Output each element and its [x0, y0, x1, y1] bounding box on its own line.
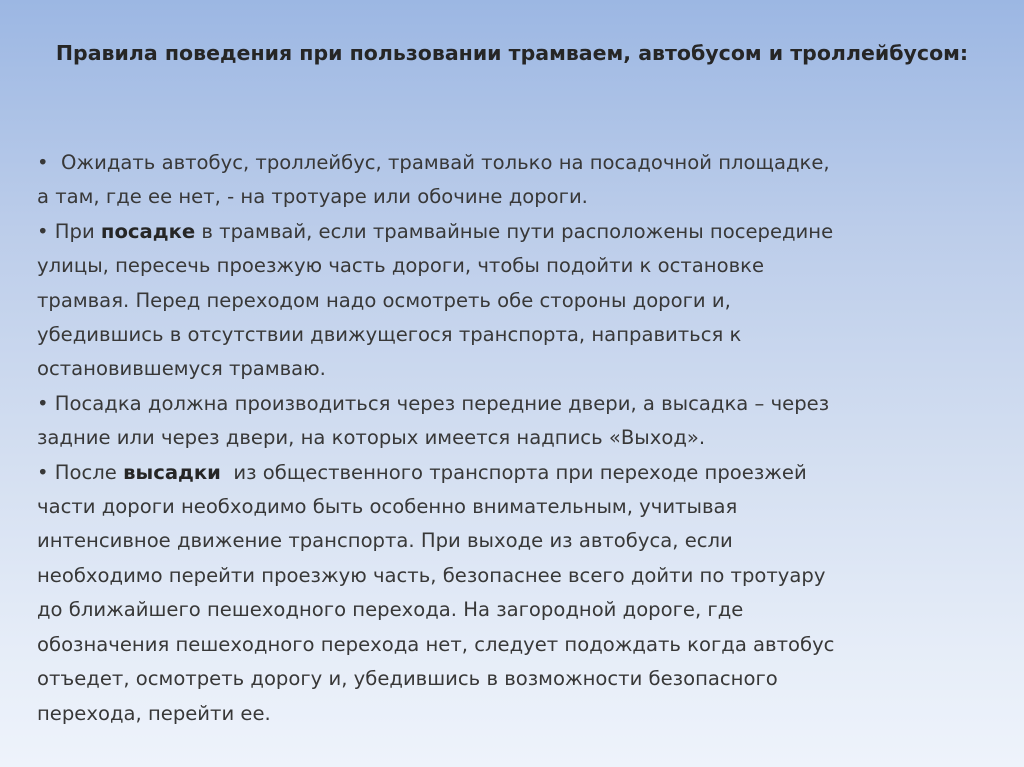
text-run: • При [37, 219, 101, 243]
text-run: а там, где ее нет, - на тротуаре или обочине дороги. [37, 185, 588, 209]
text-run: необходимо перейти проезжую часть, безопаснее всего дойти по тротуару [37, 563, 826, 587]
bullet-paragraph [37, 215, 997, 387]
text-run: части дороги необходимо быть особенно внимательным, учитывая [37, 495, 738, 519]
text-run: в трамвай, если трамвайные пути расположены посередине [195, 219, 834, 243]
text-run: обозначения пешеходного перехода нет, следует подождать когда автобус [37, 632, 835, 656]
text-run: задние или через двери, на которых имеется надпись «Выход». [37, 426, 706, 450]
text-run: остановившемуся трамваю. [37, 357, 326, 381]
slide-title: Правила поведения при пользовании трамваем, автобусом и троллейбусом: [55, 41, 969, 65]
bold-term: высадки [123, 460, 221, 484]
text-run: • После [37, 460, 124, 484]
bullet-paragraph [37, 456, 997, 731]
slide-body [37, 146, 997, 731]
text-run: • Ожидать автобус, троллейбус, трамвай только на посадочной площадке, [37, 151, 830, 174]
text-run: перехода, перейти ее. [37, 701, 271, 725]
text-run: • Посадка должна производиться через передние двери, а высадка – через [37, 391, 830, 415]
bold-term: посадке [100, 219, 196, 243]
text-run: до ближайшего пешеходного перехода. На загородной дороге, где [37, 598, 744, 622]
text-run: из общественного транспорта при переходе проезжей [220, 460, 807, 484]
bullet-paragraph [37, 387, 997, 456]
text-run: отъедет, осмотреть дорогу и, убедившись в возможности безопасного [37, 667, 778, 691]
text-run: интенсивное движение транспорта. При выходе из автобуса, если [37, 529, 733, 553]
text-run: трамвая. Перед переходом надо осмотреть обе стороны дороги и, [37, 288, 731, 312]
text-run: улицы, пересечь проезжую часть дороги, чтобы подойти к остановке [37, 254, 765, 278]
bullet-paragraph [37, 146, 997, 215]
text-run: убедившись в отсутствии движущегося транспорта, направиться к [37, 323, 742, 347]
